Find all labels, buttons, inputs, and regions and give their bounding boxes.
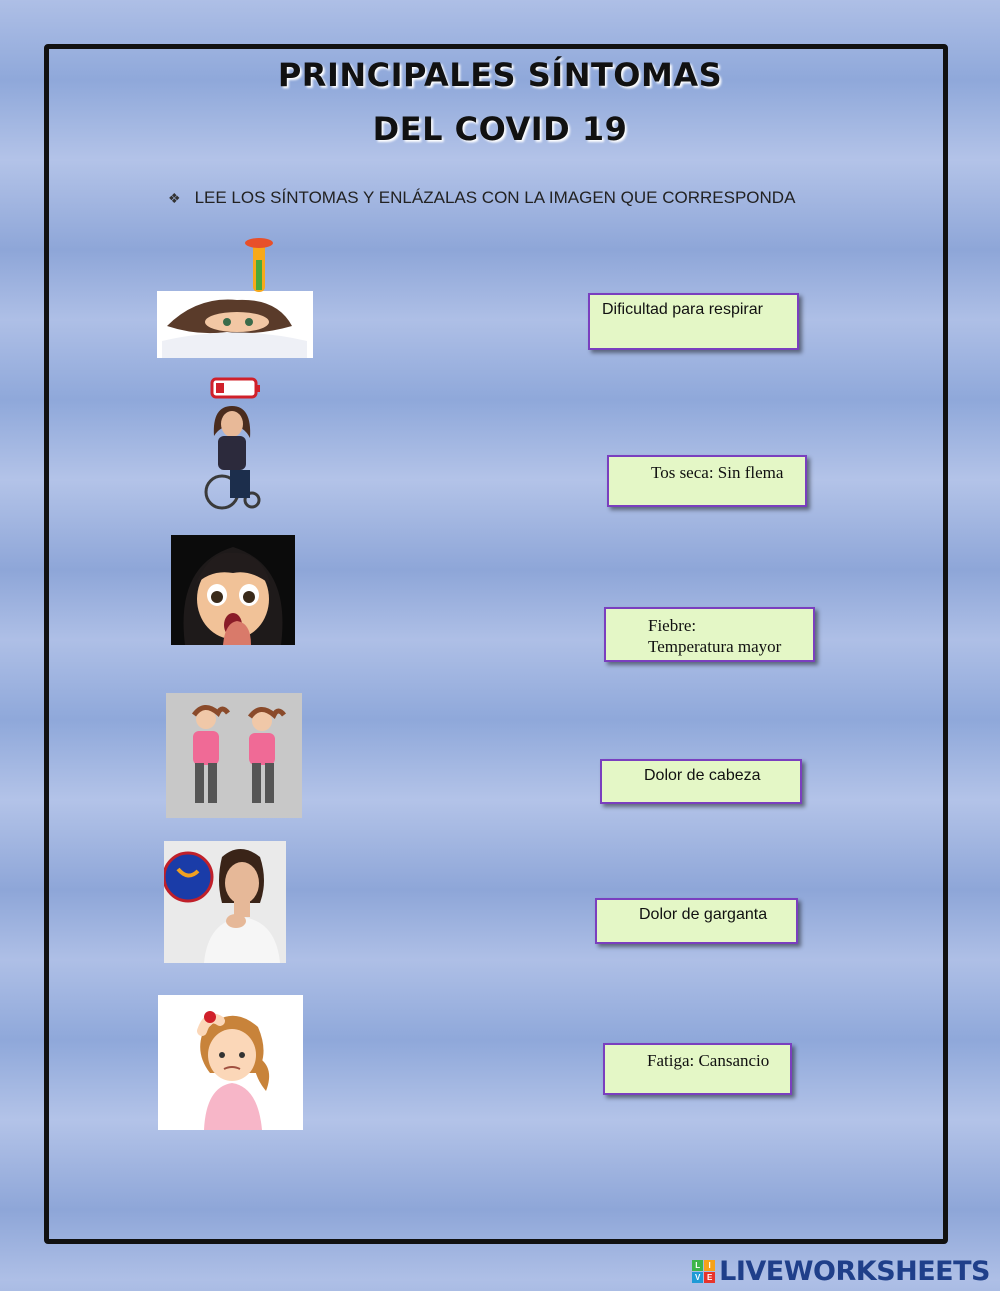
symptom-card-label: Dolor de garganta <box>639 906 768 923</box>
symptom-card-label: Dificultad para respirar <box>602 301 763 318</box>
liveworksheets-logo-icon: L I V E <box>692 1260 715 1283</box>
diamond-bullet-icon: ❖ <box>168 189 181 206</box>
symptom-card-label-line2: Temperatura mayor <box>648 637 782 656</box>
instruction <box>168 188 795 208</box>
headache-girl-icon[interactable] <box>158 995 303 1130</box>
instruction-text: LEE LOS SÍNTOMAS Y ENLÁZALAS CON LA IMAGEN QUE CORRESPONDA <box>194 188 796 207</box>
symptom-card-label: Tos seca: Sin flema <box>651 463 784 482</box>
chest-pain-breathing-difficulty-icon[interactable] <box>166 693 302 818</box>
symptom-card-label: Dolor de cabeza <box>644 767 761 784</box>
symptom-card-fever[interactable] <box>604 607 815 662</box>
liveworksheets-branding[interactable] <box>692 1256 990 1287</box>
brand-name: LIVEWORKSHEETS <box>719 1256 990 1287</box>
symptom-card-label: Fiebre: <box>648 616 697 635</box>
symptom-card-sore-throat[interactable] <box>595 898 798 944</box>
page-title-line1: PRINCIPALES SÍNTOMAS <box>277 56 723 94</box>
page-title-line2: DEL COVID 19 <box>372 110 628 148</box>
sore-throat-woman-icon[interactable] <box>164 841 286 963</box>
symptom-card-fatigue[interactable] <box>603 1043 792 1095</box>
symptom-card-headache[interactable] <box>600 759 802 804</box>
symptom-card-dry-cough[interactable] <box>607 455 807 507</box>
symptom-card-breathing[interactable] <box>588 293 799 350</box>
fever-person-in-bed-thermometer-icon[interactable] <box>157 236 313 358</box>
tired-woman-wheelchair-low-battery-icon[interactable] <box>200 376 264 512</box>
coughing-woman-icon[interactable] <box>171 535 295 645</box>
symptom-card-label: Fatiga: Cansancio <box>647 1051 770 1070</box>
